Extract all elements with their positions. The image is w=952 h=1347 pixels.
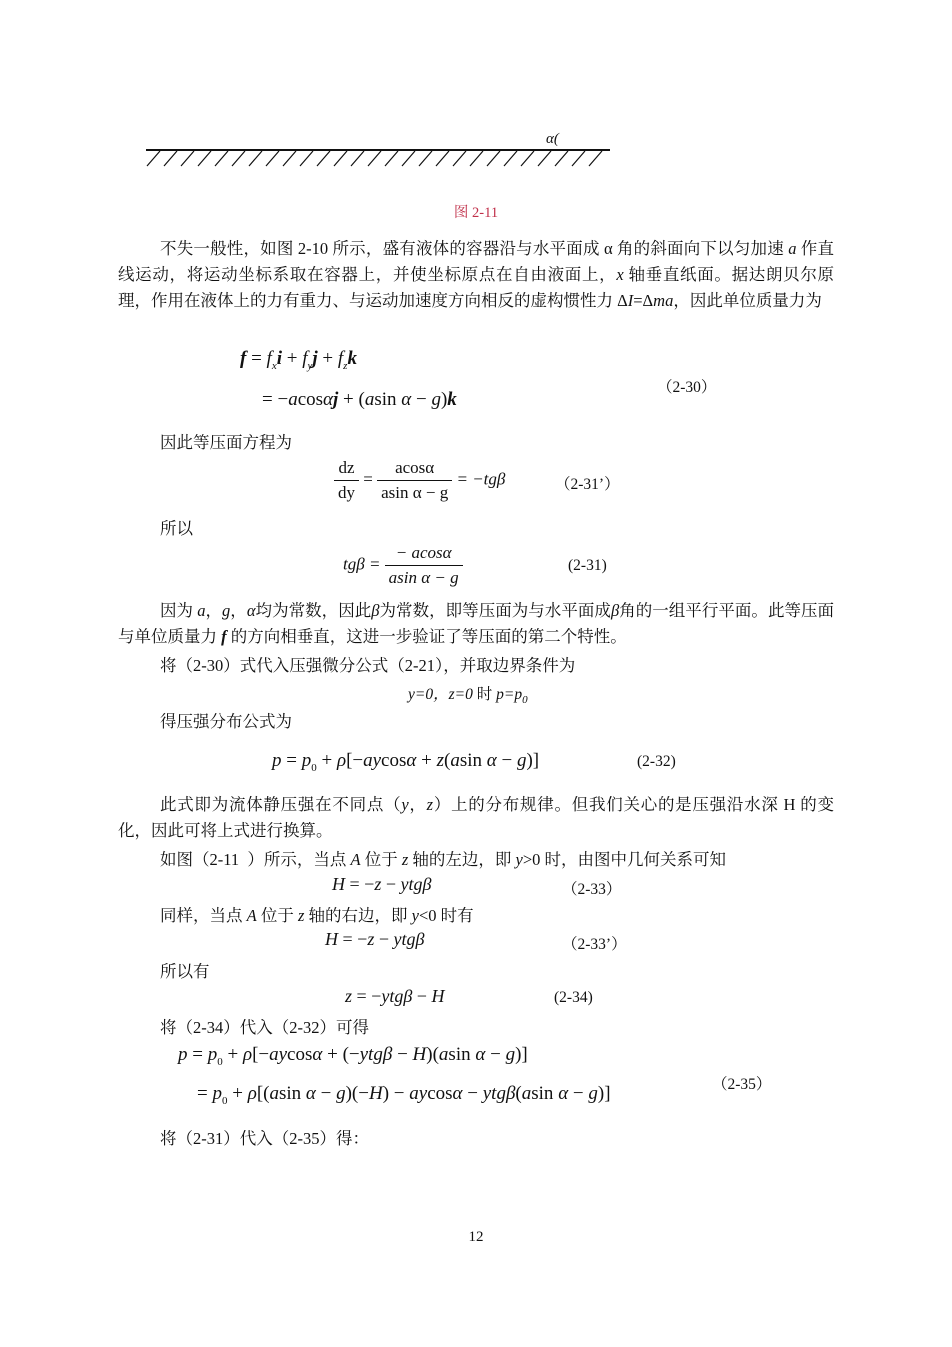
hatch-mark — [215, 151, 228, 166]
paragraph-3: 此式即为流体静压强在不同点（y，z）上的分布规律。但我们关心的是压强沿水深 H 的变化，因此可将上式进行换算。 — [118, 795, 835, 840]
text-so-have: 所以有 — [160, 962, 210, 981]
text-substitute-3: 将（2-31）代入（2-35）得： — [160, 1129, 369, 1148]
hatch-mark — [368, 151, 381, 166]
eq-2-35-line1: $p = p_0 + \rho[-aycos\alpha + (-ytg\beta - H)(asin$ α − g)] — [178, 1044, 528, 1068]
hatch-mark — [402, 151, 415, 166]
hatch-mark — [198, 151, 211, 166]
hatch-mark — [283, 151, 296, 166]
eq-2-32-number: (2-32) — [637, 753, 676, 770]
paragraph-1: 不失一般性，如图 2-10 所示，盛有液体的容器沿与水平面成 α 角的斜面向下以匀加速 a 作直线运动，将运动坐标系取在容器上，并使坐标原点在自由液面上，x 轴垂直纸面。据达朗贝尔原理，作用在液体上的力有重力、与运动加速度方向相反的虚构惯性力 ΔI=Δma，因此单位质量力为 — [118, 239, 835, 310]
text-equipressure: 因此等压面方程为 — [160, 433, 292, 452]
eq-2-30-line2: = −acosαj + (asin α − g)k — [262, 389, 457, 410]
angle-label: α( — [546, 131, 559, 147]
hatch-mark — [249, 151, 262, 166]
hatch-mark — [300, 151, 313, 166]
hatch-mark — [487, 151, 500, 166]
hatch-mark — [555, 151, 568, 166]
hatch-mark — [334, 151, 347, 166]
eq-2-33p: H = −z − ytgβ — [325, 929, 425, 949]
hatch-mark — [351, 151, 364, 166]
hatch-mark — [164, 151, 177, 166]
hatch-mark — [385, 151, 398, 166]
eq-2-34: z = −ytgβ − H — [345, 986, 445, 1006]
hatch-mark — [538, 151, 551, 166]
eq-2-31p: $\frac{dz}{dy}$ = $\frac{acos\alpha}{\text{asin α − g}}$ = −tgβ — [334, 458, 505, 503]
hatch-mark — [572, 151, 585, 166]
hatch-mark — [470, 151, 483, 166]
hatch-mark — [317, 151, 330, 166]
hatch-mark — [589, 151, 602, 166]
hatch-mark — [419, 151, 432, 166]
paragraph-2: 因为 a，g，α均为常数，因此β为常数，即等压面为与水平面成β角的一组平行平面。此等压面与单位质量力 f 的方向相垂直，这进一步验证了等压面的第二个特性。 — [118, 601, 835, 646]
eq-2-33: H = −z − ytgβ — [332, 874, 432, 894]
eq-2-31-number: (2-31) — [568, 557, 607, 574]
hatch-mark — [232, 151, 245, 166]
eq-2-35-number: （2-35） — [712, 1076, 772, 1093]
hatch-mark — [147, 151, 160, 166]
text-substitute: 将（2-30）式代入压强微分公式（2-21），并取边界条件为 — [160, 656, 576, 675]
hatch-mark — [521, 151, 534, 166]
eq-2-35-line2: = $p_0 + \rho[(asin$ α − g)(−H) − aycosα − ytgβ(asin α − g)] — [197, 1083, 611, 1107]
eq-2-30-number: （2-30） — [657, 379, 717, 396]
eq-2-33-number: （2-33） — [562, 881, 622, 898]
hatch-marks — [147, 151, 602, 166]
text-point-left: 如图（2-11 ）所示，当点 A 位于 z 轴的左边，即 y>0 时，由图中几何关系可知 — [160, 850, 727, 869]
hatch-mark — [453, 151, 466, 166]
hatch-mark — [181, 151, 194, 166]
eq-2-33p-number: （2-33’） — [562, 936, 627, 953]
eq-2-31p-number: （2-31’） — [555, 476, 620, 493]
text-substitute-2: 将（2-34）代入（2-32）可得 — [160, 1018, 369, 1037]
figure-caption: 图 2-11 — [453, 205, 499, 221]
text-point-right: 同样，当点 A 位于 z 轴的右边，即 y<0 时有 — [160, 906, 474, 925]
eq-2-32: $p = p_0 + \rho[-aycos\alpha + z(asin$ α − g)] — [272, 750, 540, 774]
text-so: 所以 — [160, 519, 193, 538]
page-number: 12 — [468, 1229, 484, 1245]
text-get: 得压强分布公式为 — [160, 712, 292, 731]
eq-2-30-line1: $f = f_xi + f_yj + f_zk$ — [240, 348, 357, 372]
hatch-mark — [436, 151, 449, 166]
eq-2-31: tgβ = $\frac{- acos\alpha}{\text{asin α − g}}$ — [343, 543, 463, 588]
eq-2-34-number: (2-34) — [554, 989, 593, 1006]
hatch-mark — [504, 151, 517, 166]
boundary-condition: y=0，z=0 时 $p=p_0$ — [408, 686, 528, 707]
hatch-mark — [266, 151, 279, 166]
